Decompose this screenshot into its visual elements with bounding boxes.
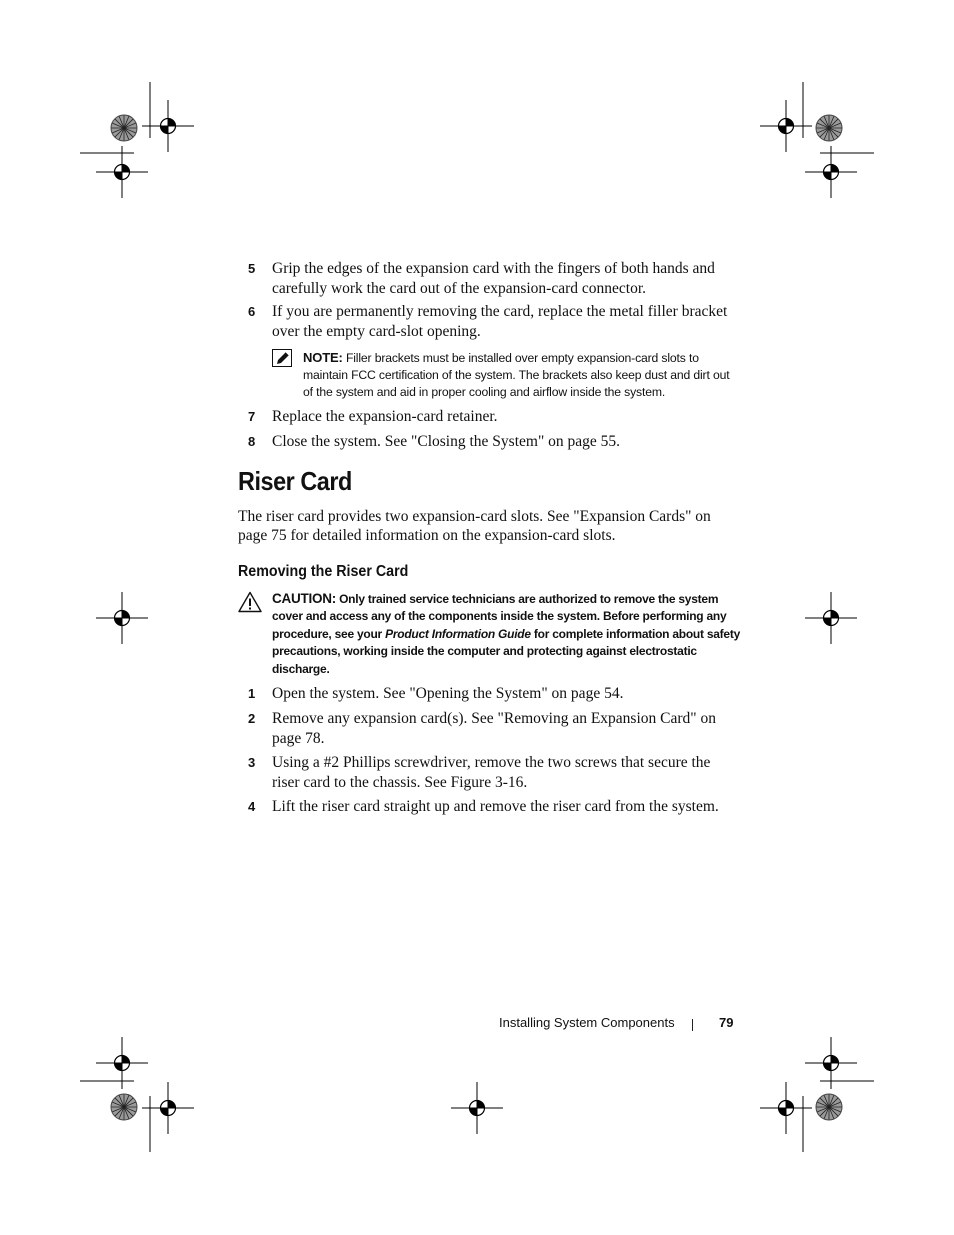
step-item <box>248 709 738 748</box>
section-intro: The riser card provides two expansion-card slots. See "Expansion Cards" on page 75 for detailed information on the expansion-card slots. <box>238 508 711 544</box>
step-text: Replace the expansion-card retainer. <box>272 408 498 425</box>
caution-label: CAUTION: <box>272 591 336 606</box>
step-item <box>248 432 738 452</box>
footer-chapter: Installing System Components <box>499 1015 675 1030</box>
step-number: 1 <box>248 686 256 701</box>
step-number: 4 <box>248 799 256 814</box>
step-item <box>248 259 738 298</box>
note-label: NOTE: <box>303 350 343 365</box>
warning-triangle-icon <box>238 591 262 613</box>
step-item <box>248 753 738 792</box>
section-title: Riser Card <box>238 466 352 496</box>
caution-text-before: Only trained service technicians are authorized to remove the system cover and access any of the components inside the system. Before performing any procedure, see your <box>272 592 727 641</box>
step-number: 6 <box>248 304 256 319</box>
step-item <box>248 302 738 341</box>
page-number: 79 <box>719 1015 734 1030</box>
note-pencil-icon <box>272 349 292 367</box>
note-box <box>272 349 738 401</box>
step-text: Open the system. See "Opening the System" on page 54. <box>272 685 624 702</box>
step-text: Grip the edges of the expansion card with the fingers of both hands and carefully work the card out of the expansion-card connector. <box>272 260 715 297</box>
step-number: 8 <box>248 434 256 449</box>
step-text: Lift the riser card straight up and remove the riser card from the system. <box>272 798 719 815</box>
step-text: Close the system. See "Closing the System" on page 55. <box>272 433 621 450</box>
caution-guide-title: Product Information Guide <box>385 626 531 641</box>
footer-separator <box>692 1019 693 1031</box>
step-number: 2 <box>248 711 256 726</box>
note-text: Filler brackets must be installed over empty expansion-card slots to maintain FCC certification of the system. The brackets also keep dust and dirt out of the system and aid in proper cooling and airflow inside the system. <box>303 351 730 399</box>
step-text: If you are permanently removing the card, replace the metal filler bracket over the empty card-slot opening. <box>272 303 728 340</box>
caution-text-after: for complete information about safety precautions, working inside the computer and protecting against electrostatic discharge. <box>272 626 741 676</box>
step-text: Using a #2 Phillips screwdriver, remove the two screws that secure the riser card to the chassis. See Figure 3-16. <box>272 754 711 791</box>
step-number: 5 <box>248 261 256 276</box>
subsection-title: Removing the Riser Card <box>238 563 409 580</box>
caution-box <box>238 590 743 678</box>
step-item <box>248 407 738 427</box>
step-number: 7 <box>248 409 256 424</box>
step-number: 3 <box>248 755 256 770</box>
step-item <box>248 684 738 704</box>
step-item <box>248 797 738 817</box>
step-text: Remove any expansion card(s). See "Removing an Expansion Card" on page 78. <box>272 710 716 747</box>
